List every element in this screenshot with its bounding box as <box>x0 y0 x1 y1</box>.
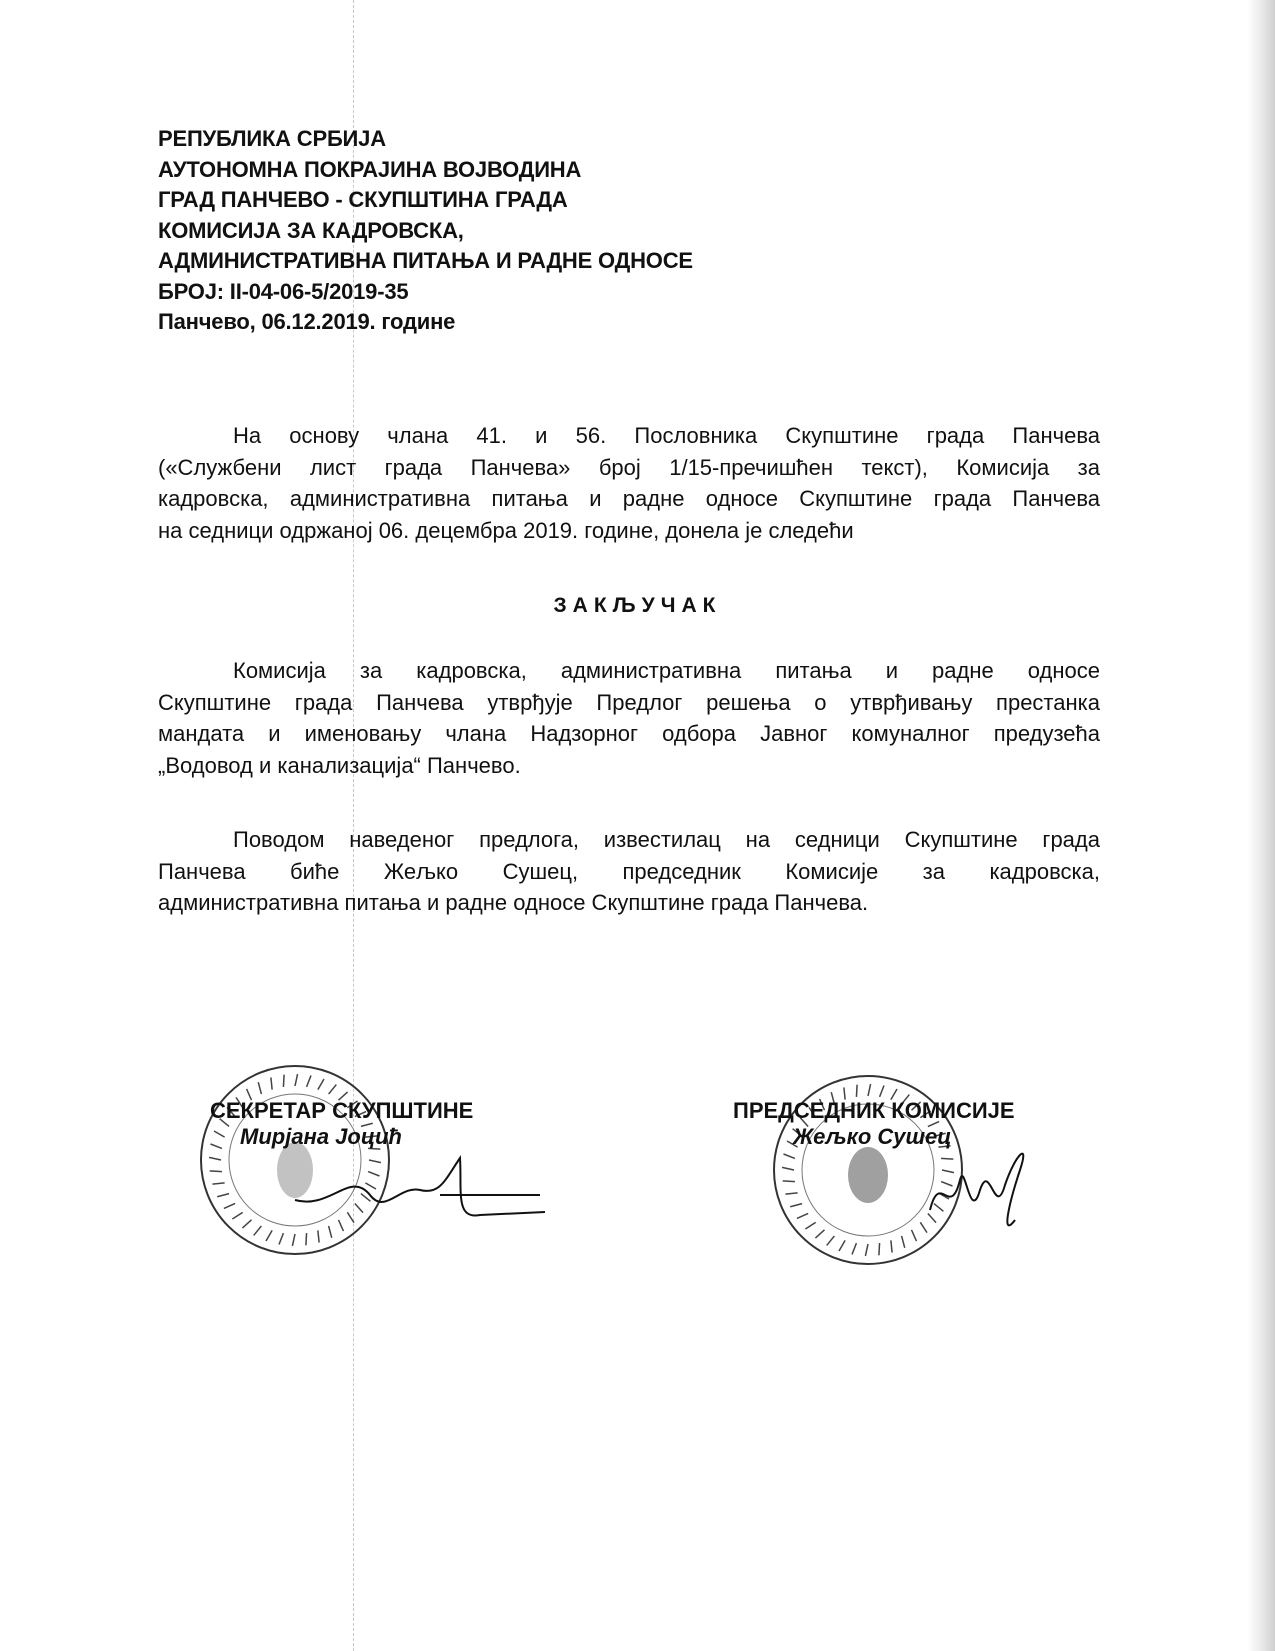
stamp-letter-mark <box>785 1193 797 1194</box>
text-line: кадровска, административна питања и радне односе Скупштине града Панчева <box>158 486 1100 511</box>
text-line: («Службени лист града Панчева» број 1/15-пречишћен текст), Комисија за <box>158 454 1100 480</box>
stamp-letter-mark <box>902 1236 905 1248</box>
stamp-letter-mark <box>911 1230 916 1241</box>
stamp-letter-mark <box>879 1243 880 1255</box>
document-title: ЗАКЉУЧАК <box>553 594 722 617</box>
stamp-letter-mark <box>258 1082 261 1094</box>
signatory-role: ПРЕДСЕДНИК КОМИСИЈЕ <box>733 1098 1015 1123</box>
text-line: На основу члана 41. и 56. Пословника Скупштине града Панчева <box>233 423 1100 448</box>
text-line: Поводом наведеног предлога, известилац на седници Скупштине града <box>233 827 1100 852</box>
stamp-letter-mark <box>865 1244 868 1256</box>
signatory-name: Мирјана Јоцић <box>240 1124 402 1149</box>
text-line: Комисија за кадровска, административна питања и радне односе <box>233 658 1100 683</box>
stamp-letter-mark <box>209 1157 221 1160</box>
stamp-letter-mark <box>266 1230 272 1241</box>
signature-block-president <box>733 1098 1015 1150</box>
text-line: мандата и именовању члана Надзорног одбора Јавног комуналног предузећа <box>158 721 1100 746</box>
stamp-letter-mark <box>839 1240 845 1251</box>
conclusion-paragraph <box>158 655 1100 781</box>
stamp-letter-mark <box>782 1167 794 1170</box>
text-line: „Водовод и канализација“ Панчево. <box>158 752 521 778</box>
stamp-letter-mark <box>283 1075 284 1087</box>
coat-of-arms-icon <box>848 1147 888 1203</box>
header-line: АУТОНОМНА ПОКРАЈИНА ВОЈВОДИНА <box>158 156 582 182</box>
header-line: КОМИСИЈА ЗА КАДРОВСКА, <box>158 217 464 243</box>
stamp-letter-mark <box>210 1171 222 1172</box>
text-line: Скупштине града Панчева утврђује Предлог решења о утврђивању престанка <box>158 689 1100 715</box>
stamp-letter-mark <box>242 1220 251 1228</box>
stamp-letter-mark <box>856 1085 857 1097</box>
stamp-letter-mark <box>868 1084 871 1096</box>
stamp-letter-mark <box>790 1204 802 1207</box>
stamp-letter-mark <box>307 1076 311 1087</box>
text-line: административна питања и радне односе Скупштине града Панчева. <box>158 890 869 915</box>
signatory-name: Жељко Сушец <box>793 1124 952 1149</box>
stamp-letter-mark <box>852 1243 856 1254</box>
rapporteur-paragraph <box>158 824 1100 919</box>
stamp-letter-mark <box>784 1154 795 1158</box>
stamp-letter-mark <box>232 1212 242 1219</box>
header-line: РЕПУБЛИКА СРБИЈА <box>158 126 386 151</box>
stamp-letter-mark <box>217 1194 229 1197</box>
stamp-letter-mark <box>797 1213 808 1218</box>
signature-block-secretary <box>210 1098 473 1150</box>
stamp-letter-mark <box>827 1236 835 1245</box>
document-header <box>158 124 693 338</box>
document-number: БРОЈ: II-04-06-5/2019-35 <box>158 278 409 304</box>
stamp-letter-mark <box>891 1240 892 1252</box>
scan-edge-shadow <box>1247 0 1275 1651</box>
stamp-letter-mark <box>880 1086 884 1097</box>
stamp-letter-mark <box>318 1079 324 1090</box>
stamp-letter-mark <box>329 1085 337 1094</box>
stamp-letter-mark <box>295 1074 298 1086</box>
header-line: АДМИНИСТРАТИВНА ПИТАЊА И РАДНЕ ОДНОСЕ <box>158 248 693 273</box>
stamp-letter-mark <box>224 1203 235 1208</box>
text-line: Панчева биће Жељко Сушец, председник Комисије за кадровска, <box>158 858 1100 884</box>
stamp-letter-mark <box>279 1233 283 1244</box>
signatory-role: СЕКРЕТАР СКУПШТИНЕ <box>210 1098 474 1123</box>
document-date: Панчево, 06.12.2019. године <box>158 309 456 334</box>
stamp-letter-mark <box>212 1183 224 1184</box>
header-line: ГРАД ПАНЧЕВО - СКУПШТИНА ГРАДА <box>158 187 568 212</box>
stamp-letter-mark <box>271 1077 272 1089</box>
stamp-letter-mark <box>815 1230 824 1238</box>
stamp-letter-mark <box>254 1226 262 1235</box>
text-line: на седници одржаној 06. децембра 2019. године, донела је следећи <box>158 517 854 543</box>
signature-left <box>290 1150 550 1240</box>
stamp-letter-mark <box>783 1181 795 1182</box>
preamble-paragraph <box>158 420 1100 546</box>
stamp-letter-mark <box>805 1222 815 1229</box>
